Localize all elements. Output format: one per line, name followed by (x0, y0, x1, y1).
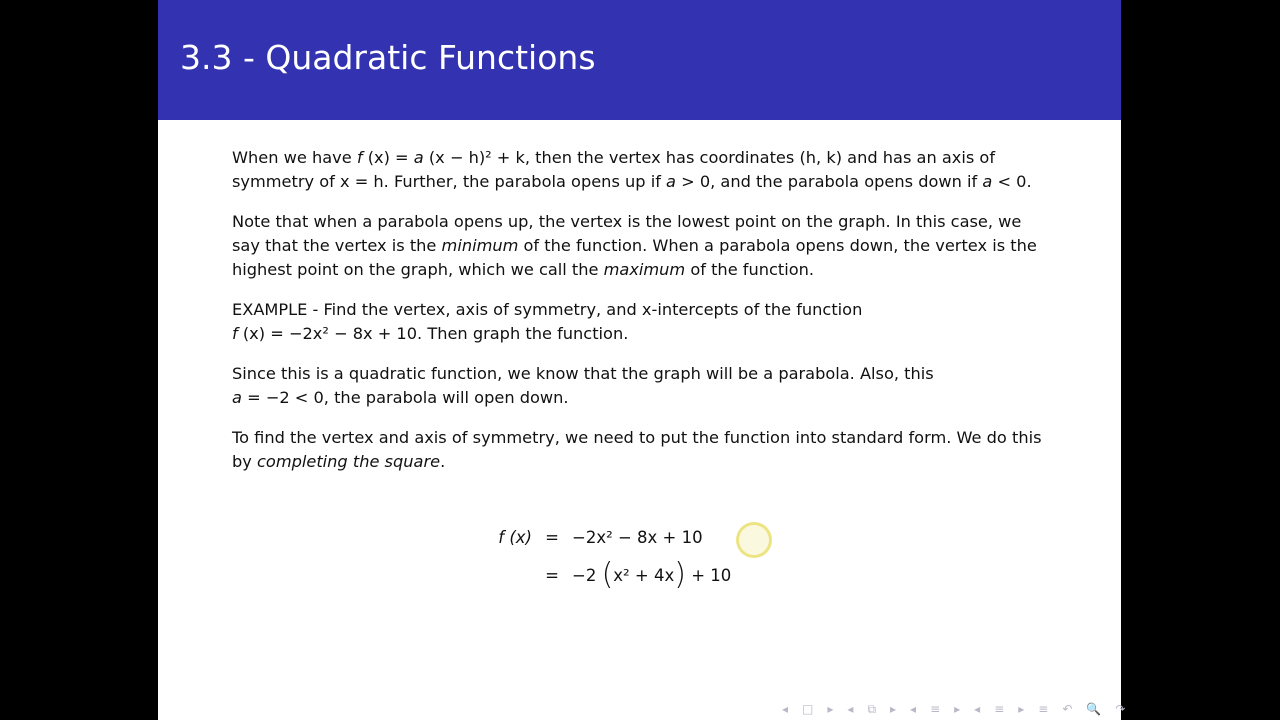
nav-icon-2[interactable]: ▸ (827, 702, 834, 716)
emphasis-text: a (666, 172, 676, 191)
emphasis-text: completing the square (257, 452, 441, 471)
paragraph-4 (232, 362, 1052, 410)
equals-sign: = (545, 565, 559, 585)
paragraph-text: EXAMPLE - Find the vertex, axis of symmetry, and x-intercepts of the function (232, 300, 863, 319)
equation-inner: x² + 4x (613, 565, 675, 585)
nav-icon-6[interactable]: ◂ (910, 702, 917, 716)
paragraph-text: To find the vertex and axis of symmetry, we need to put the function into standard form. We do this by (232, 428, 1042, 471)
paragraph-text: of the function. (685, 260, 815, 279)
paragraph-text: When we have (232, 148, 357, 167)
emphasis-text: maximum (603, 260, 686, 279)
beamer-navigation (782, 702, 1125, 717)
paragraph-text: > 0, and the parabola opens down if (675, 172, 983, 191)
slide-header (158, 0, 1121, 120)
paragraph-text: of the function. When a parabola opens down, the vertex is the highest point on the graph, which we call the (232, 236, 1037, 279)
equation-row-2 (484, 556, 731, 594)
slide-title: 3.3 - Quadratic Functions (180, 38, 596, 77)
emphasis-text: a (413, 148, 424, 167)
equation-coef: −2 (572, 565, 597, 585)
emphasis-text: a (982, 172, 993, 191)
left-paren: ( (601, 557, 614, 592)
paragraph-text: (x) = −2x² − 8x + 10. Then graph the function. (237, 324, 629, 343)
paragraph-text: < 0. (992, 172, 1032, 191)
emphasis-text: a (232, 388, 242, 407)
nav-icon-9[interactable]: ◂ (974, 702, 981, 716)
equation-row-1 (484, 518, 731, 556)
paragraph-1 (232, 146, 1052, 194)
nav-icon-5[interactable]: ▸ (890, 702, 897, 716)
slide-body (232, 146, 1052, 490)
nav-icon-10[interactable]: ≡ (994, 702, 1005, 716)
nav-icon-3[interactable]: ◂ (847, 702, 854, 716)
nav-icon-13[interactable]: ↶ (1062, 702, 1073, 716)
right-paren: ) (674, 557, 686, 592)
equation-const: + 10 (691, 565, 732, 585)
paragraph-3 (232, 298, 1052, 346)
emphasis-text: f (356, 148, 363, 167)
nav-icon-4[interactable]: ⧉ (867, 702, 877, 716)
mouse-cursor-highlight (736, 522, 772, 558)
paragraph-text: (x − h)² + k, then the vertex has coordinates (h, k) and has an axis of symmetry of x = h. Further, the parabola opens up if (232, 148, 996, 191)
nav-icon-1[interactable]: □ (802, 702, 814, 716)
emphasis-text: minimum (441, 236, 519, 255)
nav-icon-8[interactable]: ▸ (954, 702, 961, 716)
emphasis-text: f (232, 324, 238, 343)
paragraph-2 (232, 210, 1052, 282)
paragraph-text: (x) = (362, 148, 414, 167)
slide (158, 0, 1126, 720)
paragraph-text: Since this is a quadratic function, we know that the graph will be a parabola. Also, this (232, 364, 934, 383)
equals-sign: = (545, 527, 559, 547)
equation-lhs: f (x) (498, 527, 532, 547)
nav-icon-0[interactable]: ◂ (782, 702, 789, 716)
paragraph-text: Note that when a parabola opens up, the vertex is the lowest point on the graph. In this case, we say that the vertex is the (232, 212, 1022, 255)
paragraph-text: . (440, 452, 446, 471)
paragraph-5 (232, 426, 1052, 474)
nav-icon-15[interactable]: ↷ (1115, 702, 1126, 716)
equation-rhs-1: −2x² − 8x + 10 (572, 527, 703, 547)
nav-icon-7[interactable]: ≡ (930, 702, 941, 716)
nav-icon-14[interactable]: 🔍 (1086, 702, 1102, 716)
nav-icon-11[interactable]: ▸ (1018, 702, 1025, 716)
paragraph-text: = −2 < 0, the parabola will open down. (241, 388, 569, 407)
equation-block (484, 518, 731, 594)
nav-icon-12[interactable]: ≡ (1038, 702, 1049, 716)
